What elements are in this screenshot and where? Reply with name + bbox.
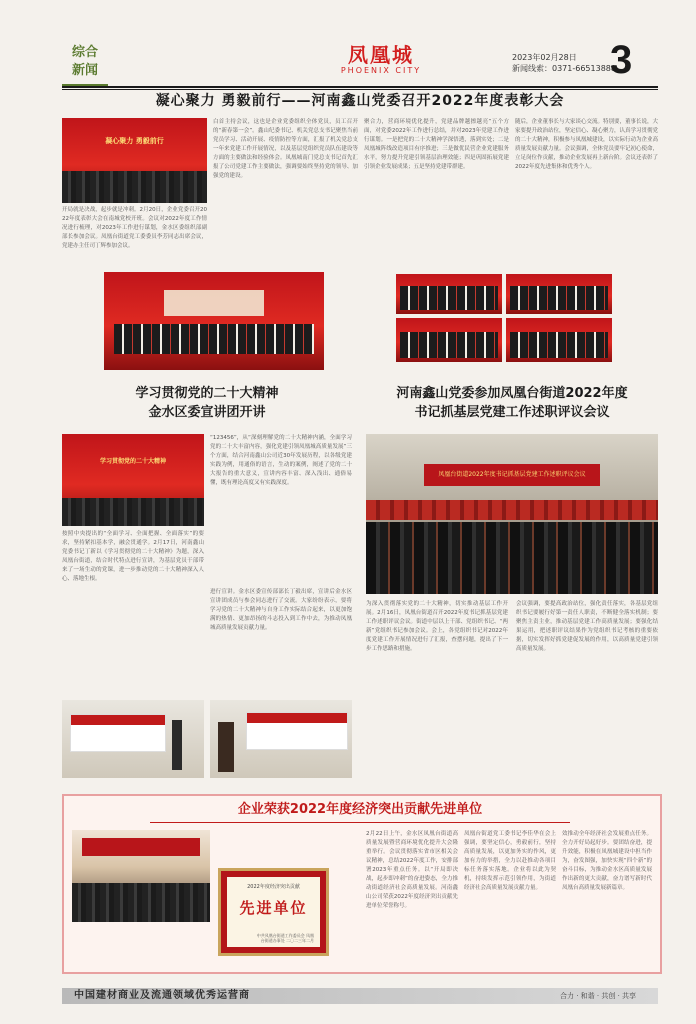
article2-col3: 进行宣讲。金水区委宣传部部长丁毅出席，宣讲后金水区宣讲团成员与参会同志进行了交流。大家纷纷表示，要将学习党的二十大精神与自身工作实际结合起来，以更加饱满的热情、更加昂扬的斗志投入到工作中去，为推动凤凰城高质量发展贡献力量。 (210, 589, 352, 631)
article2-headline (62, 384, 352, 422)
article2-photo-people (114, 324, 314, 354)
article3-photo-2 (506, 274, 612, 314)
article3-col2: 会议强调，要提高政治站位，强化责任落实，各基层党组织书记要履行好第一责任人职责，不断健全落实机制；要聚焦主责主业，推动基层党建工作高质量发展；要强化结果运用，把述职评议结果作为党组织书记考核的重要依据，切实发挥好抓党建促发展的作用，以高质量党建引领高质量发展。 (516, 601, 658, 652)
article3-photo (366, 434, 658, 594)
article2-photo-small-1-screen (70, 714, 166, 752)
article2-photo-small-2-podium (218, 722, 234, 772)
article4-col3: 效推动全年经济社会发展重点任务。全力开好局起好步。要团结奋进，提升效能，积极在凤凰城建设中担当作为，奋发图强，加快实现“四个新”的奋斗目标，为推动金水区高质量发展作出新的更大贡献，奋力谱写新时代凤凰台高质量发展新篇章。 (562, 831, 652, 891)
article3-photo-3-people (400, 332, 498, 358)
article1-col4: 随后，企业董事长与大家谈心交流。特别要，董事长说，大家要提升政治站位，坚定信心、凝心聚力，认真学习贯彻党的二十大精神，积极参与凤凰城建设，以实际行动为企业高质量发展贡献力量。会议强调，全体党员要牢记初心使命，立足岗位作贡献，推动企业发展再上新台阶。会议还表彰了2022年度先进集体和优秀个人。 (515, 119, 658, 170)
article4-photo-banner (82, 838, 200, 856)
article2-photo-screen-text: 学习贯彻党的二十大精神 (99, 458, 166, 465)
award-plaque (218, 868, 329, 956)
article3-photo-1 (396, 274, 502, 314)
article2-photo-small-1 (62, 700, 204, 778)
article1-col2: 白首主持会议，这也是企业党委组织全体党员，员工召开的“新春第一会”。鑫山纪委书记、机关党总支书记聚焦当前党员学习、活动开展、疫情防控等方面，汇报了机关党总支一年来党建工作开展情况，以及基层党组织党员队伍建设等方面的主要做法和经验体会。凤凰城南门党总支书记首先汇报了公司党建工作主要做法，强调要始终坚持党的领导、加强党的建设。 (213, 119, 358, 179)
article1-headline: 凝心聚力 勇毅前行——河南鑫山党委召开2022年度表彰大会 (155, 93, 565, 109)
article4-photo (72, 830, 210, 922)
article3-headline-line2: 书记抓基层党建工作述职评议会议 (414, 405, 610, 420)
article2-photo-audience (62, 498, 204, 526)
issue-info (512, 52, 616, 74)
article1-photo-audience (62, 171, 207, 203)
article3-photo-3 (396, 318, 502, 362)
page-number: 3 (610, 38, 633, 82)
article3-photo-audience (366, 522, 658, 594)
logo-sub-text: PHOENIX CITY (340, 66, 422, 75)
footer-motto: 合力 · 和谐 · 共创 · 共享 (560, 992, 637, 1000)
section-tag-line1: 综合 (71, 45, 98, 60)
article3-photo-stage-flags (366, 500, 658, 520)
logo-main-text: 凤凰城 (348, 43, 414, 67)
article2-photo-small-1-speaker (172, 720, 182, 770)
award-plaque-issuer: 中共凤凰台街道工作委员会 凤凰台街道办事处 二〇二三年二月 (256, 933, 314, 943)
article1-col1: 开局就是决战，起步就是冲刺。2月20日，企业党委召开2022年度表彰大会在南城党校开班。会议对2022年度工作情况进行梳理，对2023年工作进行谋划，金水区委组织部副部长参加会议。凤凰台街道党工委委员李芳同志出席会议，党建办主任司丁辉参加会议。 (62, 207, 207, 249)
article2-photo (62, 434, 204, 526)
masthead-logo (326, 44, 436, 76)
article4-photo-audience (72, 883, 210, 922)
article2-photo-small-1-screen-band (71, 715, 165, 725)
article4-headline: 企业荣获2022年度经济突出贡献先进单位 (237, 802, 483, 817)
header-rule (62, 86, 658, 88)
article3-col1: 为深入贯彻落实党的二十大精神，切实推动基层工作开展。2月16日，凤凰台街道召开2022年度书记抓基层党建工作述职评议会议。街道中层以上干部、党组织书记、“两新”党组织书记参加会议。会上，各党组织书记对2022年度党建工作开展情况进行了汇报，查摆问题，提出了下一步工作思路和措施。 (366, 601, 508, 652)
award-plaque-inner (227, 877, 320, 947)
article1-photo (62, 118, 207, 203)
article4-col2: 凤凰台街道党工委书记李佳华在会上强调，要坚定信心，勇毅前行，坚持高质量发展，以更加务实的作风，更加有力的举措，全力以赴推动各项目标任务落实落地。企业将以此为契机，持续发挥示范引领作用，为街道经济社会高质量发展贡献力量。 (464, 831, 556, 891)
article3-photo-2-people (510, 286, 608, 310)
article2-col1: 按照中央提出的“全面学习、全面把握、全面落实”的要求，坚持紧扣基本学，融会贯通学。2月17日，河南鑫山党委书记丁新以《学习贯彻党的二十大精神》为题，深入凤凰台街道，结合时代特点进行宣讲，为基层党员干部带来了一场生动的党课，进一步推动党的二十大精神深入人心、落地生根。 (62, 531, 204, 582)
footer-slogan: 中国建材商业及流通领域优秀运营商 (74, 990, 250, 1001)
article2-photo-small-2-screen (246, 712, 348, 750)
article1-photo-screen-text: 凝心聚力 勇毅前行 (105, 137, 164, 145)
article3-photo-banner (424, 464, 600, 486)
article3-headline (366, 384, 658, 422)
article2-headline-line2: 金水区委宣讲团开讲 (148, 405, 266, 420)
article1-col3: 聚合力，营商环境优化提升，党建品牌越擦越亮”五个方面，对党委2022年工作进行总结，并对2023年党建工作进行谋划。一是把党的二十大精神学深悟透，落到实处；二是凤凰城阵线改造项目有序推进；三是做优民营企业党建服务水平，努力提升党建引领基层治理效能；四是巩固拓展党建引领企业发展成果；五是坚持党建带群建。 (364, 119, 509, 170)
article2-group-photo (104, 272, 324, 370)
article2-photo-small-2 (210, 700, 352, 778)
section-tag-line2: 新闻 (71, 63, 98, 78)
article3-headline-line1: 河南鑫山党委参加凤凰台街道2022年度 (396, 386, 628, 401)
article3-photo-1-people (400, 286, 498, 310)
issue-date: 2023年02月28日 (512, 53, 577, 62)
award-plaque-title: 2022年度经济突出贡献 (247, 884, 300, 890)
article2-photo-small-2-screen-band (247, 713, 347, 723)
section-tag (62, 44, 108, 86)
article2-photo-screen (164, 290, 264, 316)
article2-headline-line1: 学习贯彻党的二十大精神 (135, 386, 279, 401)
news-hotline: 新闻线索：0371-66513888 (512, 64, 616, 73)
article3-photo-4 (506, 318, 612, 362)
article3-photo-banner-text: 凤凰台街道2022年度书记抓基层党建工作述职评议会议 (438, 471, 586, 478)
article4-headline-rule (150, 822, 570, 823)
article2-col2: “123456”，从“深刻理解党的二十大精神内涵，全面学习党的二十大丰富内容，强化党建引领凤凰城高质量发展”三个方面，结合河南鑫山公司近30年发展历程，以各级党建实践为例，用通俗的语言，生动的案例，阐述了党的二十大报告的重大意义，宣讲内容丰富、深入浅出、通俗易懂，既有理论高度又有实践深度。 (210, 435, 352, 486)
award-plaque-main: 先进单位 (239, 899, 308, 917)
article4-col1: 2月22日上午，金水区凤凰台街道高质量发展暨营商环境优化提升大会隆重举行。会议贯彻落实省市区相关会议精神，总结2022年度工作，安排部署2023年重点任务。以“开局即决战，起步即冲刺”的奋进姿态，全力推动街道经济社会高质量发展。河南鑫山公司荣获2022年度经济突出贡献先进单位荣誉称号。 (366, 831, 458, 909)
article3-photo-4-people (510, 332, 608, 358)
